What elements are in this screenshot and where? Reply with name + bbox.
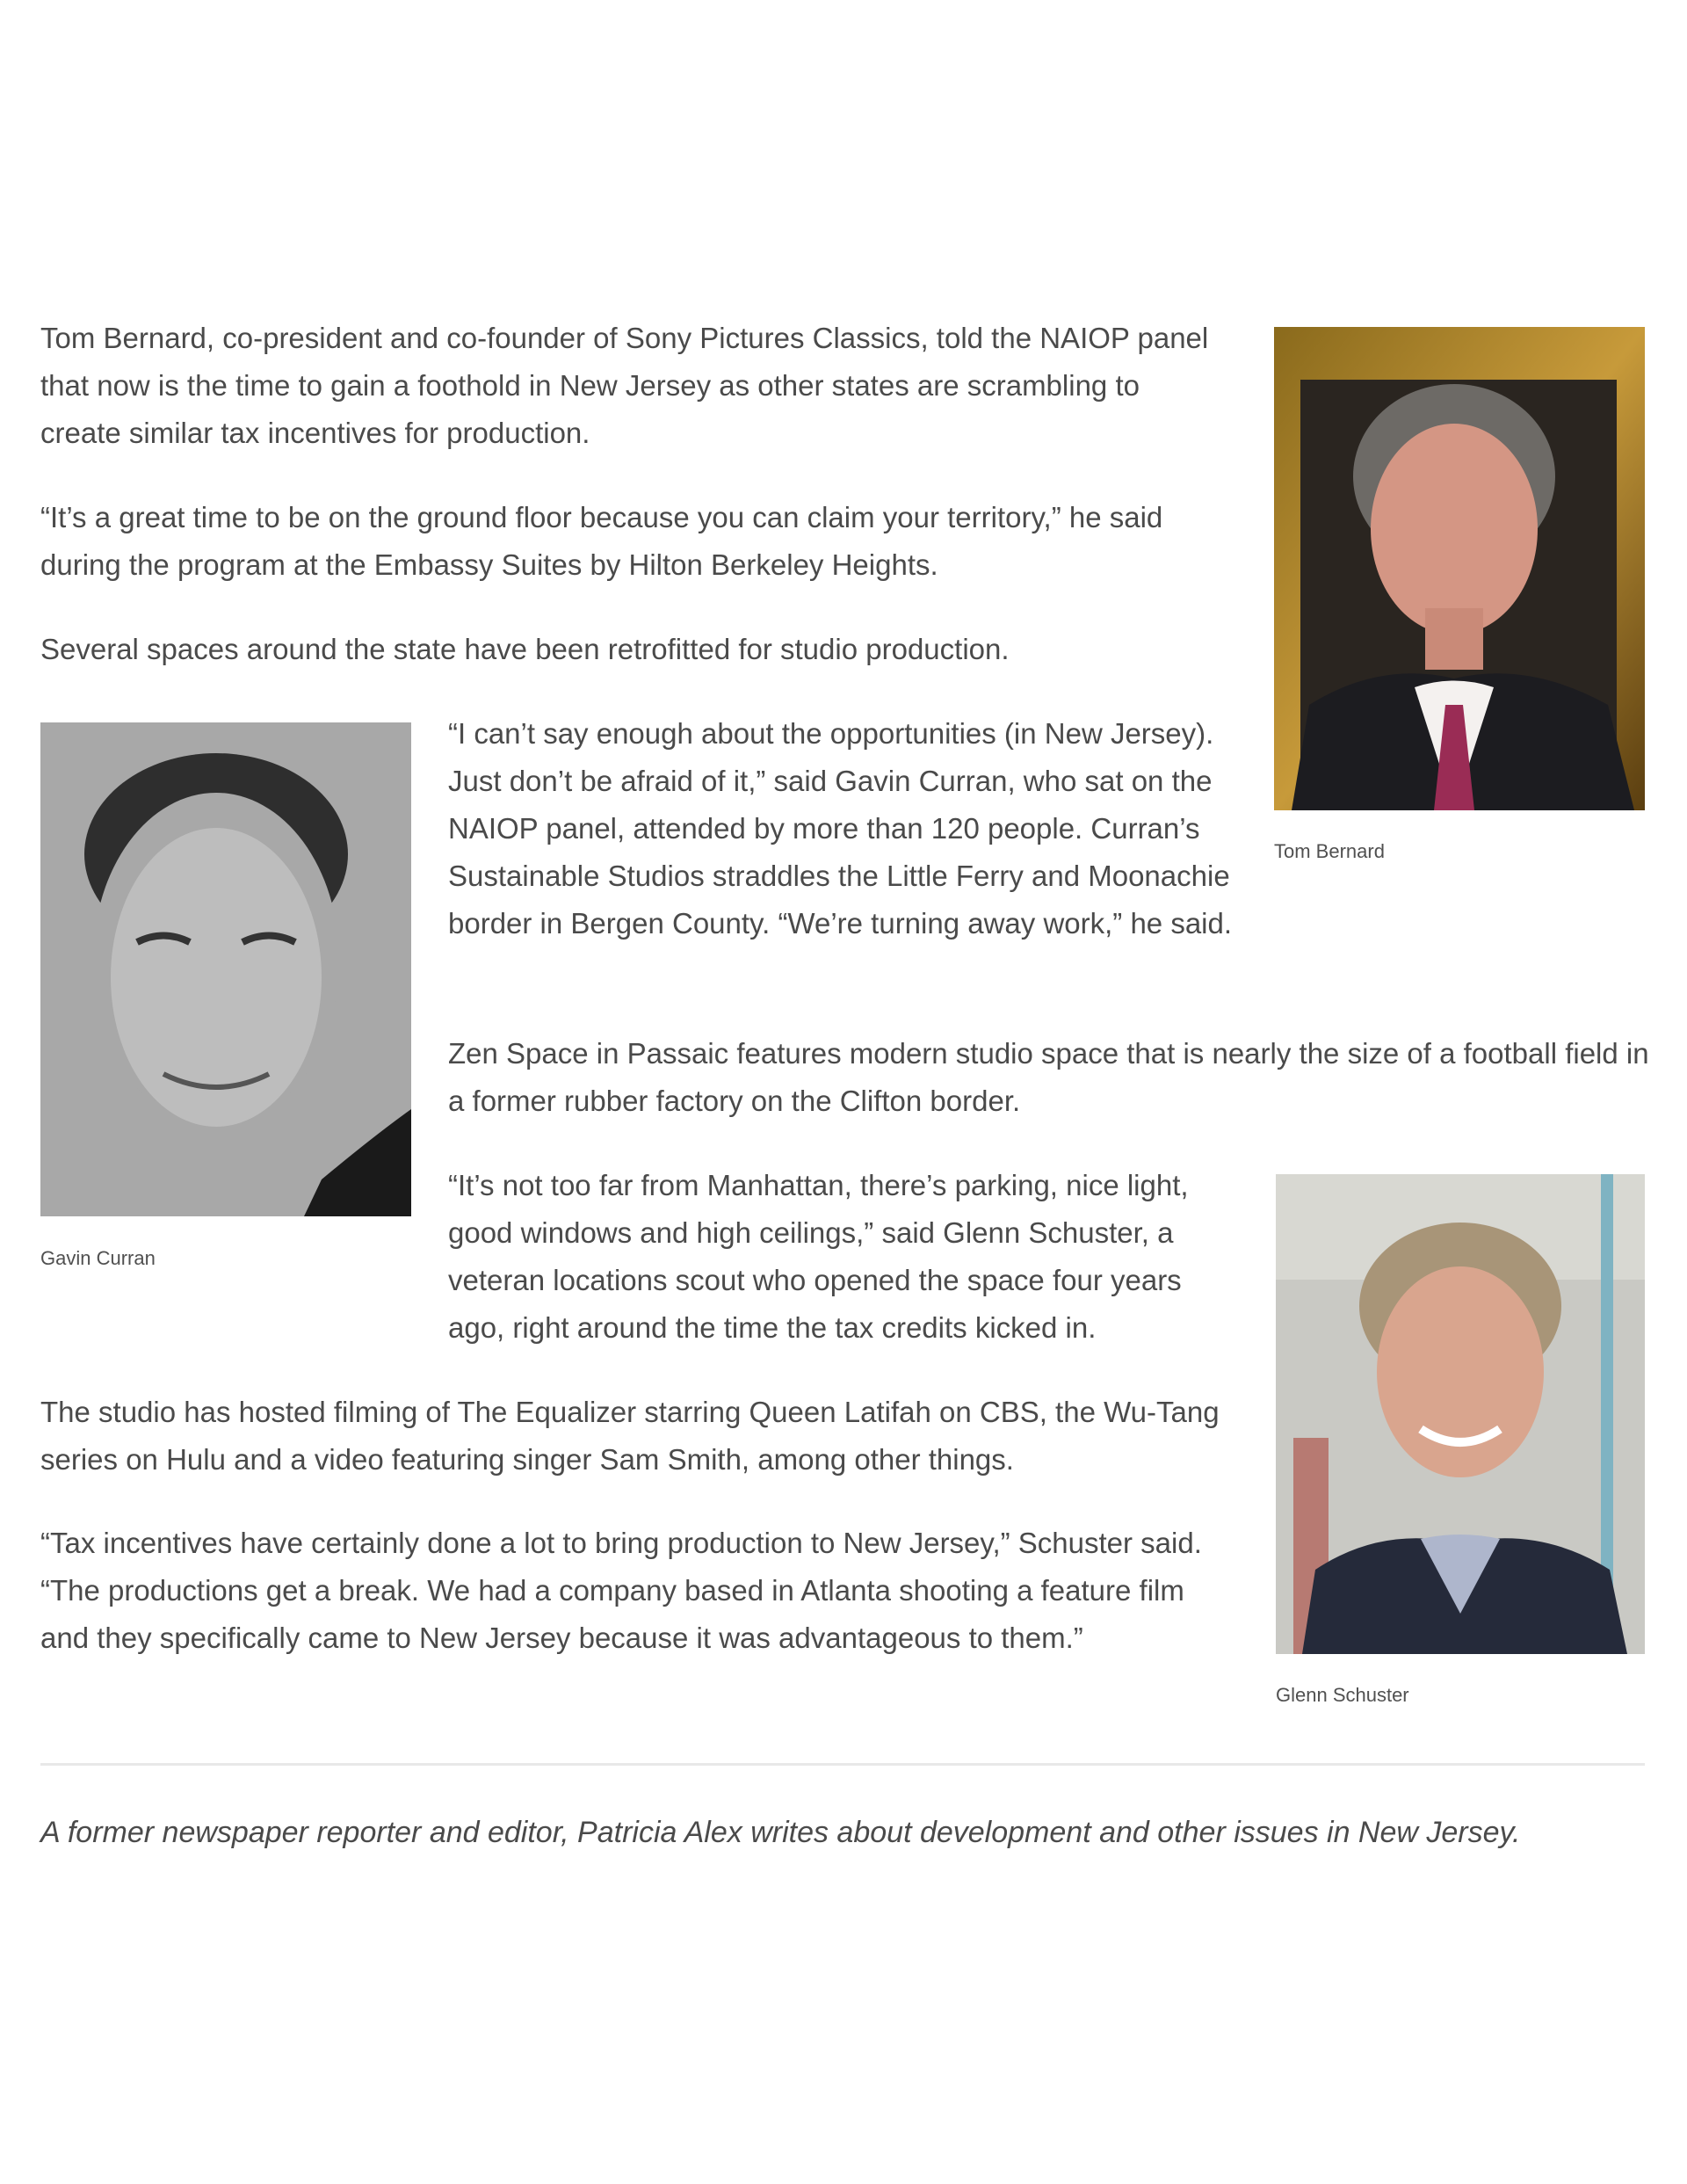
tom-bernard-photo (1274, 327, 1645, 810)
article-paragraph-5: Zen Space in Passaic features modern studio space that is nearly the size of a football field in a former rubber factory on the Clifton border. (448, 1037, 1649, 1117)
author-bio-divider (40, 1763, 1645, 1766)
author-bio: A former newspaper reporter and editor, Patricia Alex writes about development and other issues in New Jersey. (40, 1816, 1521, 1849)
article-paragraph-2: “It’s a great time to be on the ground floor because you can claim your territory,” he said during the program at the Embassy Suites by Hilton Berkeley Heights. (40, 501, 1163, 581)
article-paragraph-6: “It’s not too far from Manhattan, there’s parking, nice light, good windows and high ceilings,” said Glenn Schuster, a veteran locations scout who opened the space four years ago, right around the time the tax credits kicked in. (448, 1169, 1189, 1344)
tom-bernard-caption: Tom Bernard (1274, 840, 1385, 862)
article-paragraph-7: The studio has hosted filming of The Equalizer starring Queen Latifah on CBS, the Wu-Tang series on Hulu and a video featuring singer Sam Smith, among other things. (40, 1396, 1220, 1476)
glenn-schuster-photo (1276, 1174, 1645, 1654)
article-paragraph-3: Several spaces around the state have been retrofitted for studio production. (40, 633, 1010, 665)
gavin-curran-caption: Gavin Curran (40, 1247, 156, 1269)
article-paragraph-4: “I can’t say enough about the opportunities (in New Jersey). Just don’t be afraid of it,” said Gavin Curran, who sat on the NAIOP panel, attended by more than 120 people. Curran’s Sustainable Studios straddles the Little Ferry and Moonachie border in Bergen County. “We’re turning away work,” he said. (448, 717, 1233, 940)
article-paragraph-1: Tom Bernard, co-president and co-founder of Sony Pictures Classics, told the NAIOP panel that now is the time to gain a foothold in New Jersey as other states are scrambling to create similar tax incentives for production. (40, 322, 1209, 449)
article-paragraph-8: “Tax incentives have certainly done a lot to bring production to New Jersey,” Schuster said. “The productions get a break. We had a company based in Atlanta shooting a feature film and they specifically came to New Jersey because it was advantageous to them.” (40, 1527, 1202, 1654)
gavin-curran-photo (40, 722, 411, 1216)
glenn-schuster-caption: Glenn Schuster (1276, 1684, 1409, 1706)
